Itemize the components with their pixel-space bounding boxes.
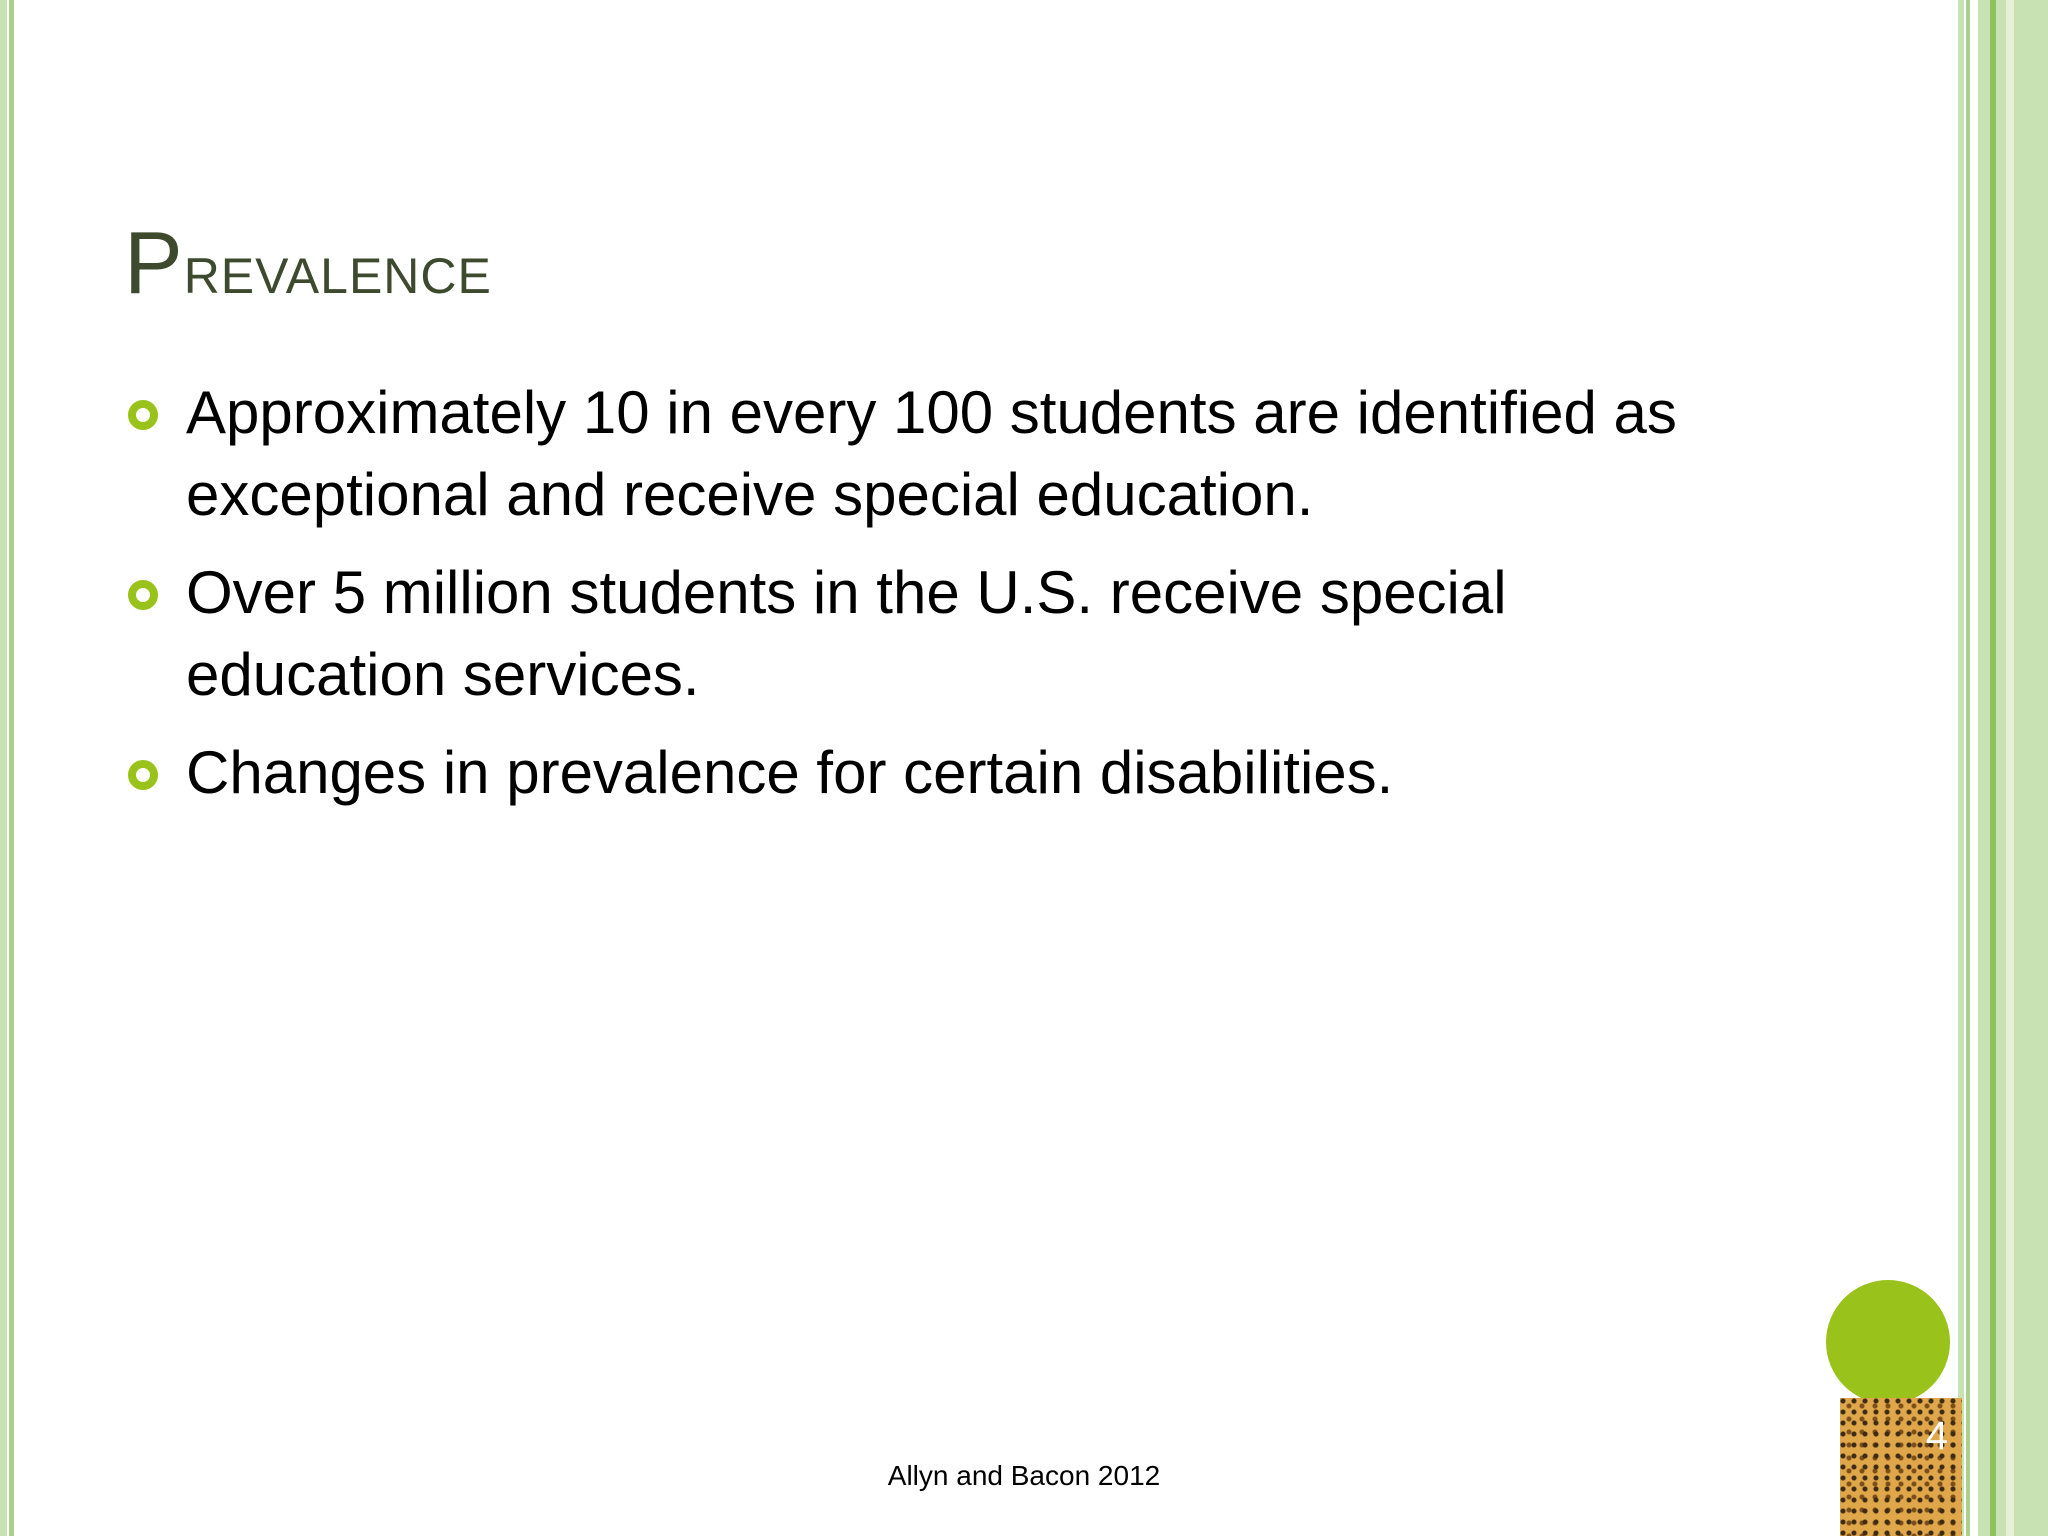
right-border-stripe [1958,0,1964,1536]
bullet-item [124,552,1724,716]
bullet-list [124,372,1724,830]
ring-bullet-icon [128,580,158,610]
bullet-text: Changes in prevalence for certain disabilities. [186,739,1394,806]
right-border-stripe [2006,0,2014,1536]
right-border-stripe [1966,0,1970,1536]
ring-bullet-icon [128,400,158,430]
bullet-item [124,732,1724,814]
page-number: 4 [1925,1414,1948,1458]
bullet-text: Approximately 10 in every 100 students are identified as exceptional and receive special education. [186,379,1677,528]
page-number-box [1840,1398,1962,1536]
left-border-stripe [9,0,14,1536]
bullet-item [124,372,1724,536]
ring-bullet-icon [128,760,158,790]
left-border-stripe [0,0,7,1536]
slide-title-initial: P [124,213,184,312]
slide-title [124,212,492,314]
right-border-stripe [1990,0,1996,1536]
slide-footer: Allyn and Bacon 2012 [887,1460,1161,1491]
slide-title-rest: revalence [183,229,492,309]
bullet-text: Over 5 million students in the U.S. receive special education services. [186,559,1507,708]
decorative-green-circle [1826,1280,1950,1404]
